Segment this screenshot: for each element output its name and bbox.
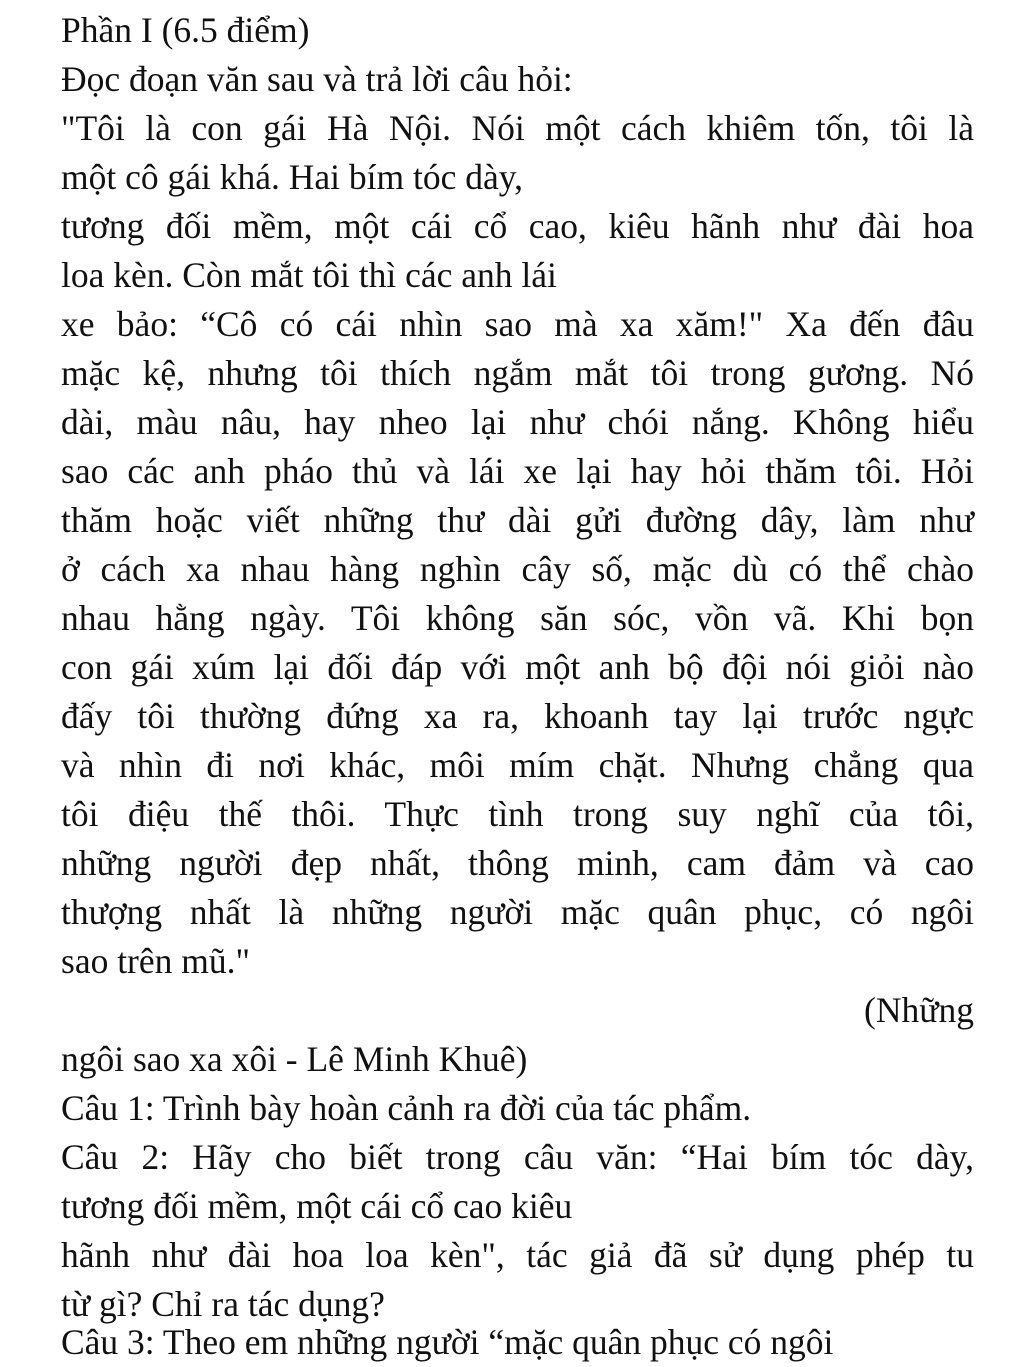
section-heading: Phần I (6.5 điểm) bbox=[61, 10, 310, 50]
passage-line: "Tôi là con gái Hà Nội. Nói một cách khiêm tốn, tôi là bbox=[61, 108, 974, 148]
passage-line: mặc kệ, nhưng tôi thích ngắm mắt tôi trong gương. Nó bbox=[61, 353, 974, 393]
passage-line: dài, màu nâu, hay nheo lại như chói nắng. Không hiểu bbox=[61, 402, 974, 442]
passage-line: một cô gái khá. Hai bím tóc dày, bbox=[61, 157, 524, 197]
source-citation-end: ngôi sao xa xôi - Lê Minh Khuê) bbox=[61, 1039, 528, 1079]
question-2-line: hãnh như đài hoa loa kèn", tác giả đã sử dụng phép tu bbox=[61, 1235, 974, 1275]
passage-line: đấy tôi thường đứng xa ra, khoanh tay lại trước ngực bbox=[61, 696, 974, 736]
question-2-line: tương đối mềm, một cái cổ cao kiêu bbox=[61, 1186, 573, 1226]
passage bbox=[61, 104, 974, 986]
passage-line: những người đẹp nhất, thông minh, cam đảm và cao bbox=[61, 843, 974, 883]
passage-line: tương đối mềm, một cái cổ cao, kiêu hãnh như đài hoa bbox=[61, 206, 974, 246]
question-2 bbox=[61, 1133, 974, 1329]
passage-line: sao các anh pháo thủ và lái xe lại hay hỏi thăm tôi. Hỏi bbox=[61, 451, 974, 491]
question-3-cut-off: Câu 3: Theo em những người “mặc quân phục có ngôi bbox=[61, 1322, 834, 1362]
passage-line: xe bảo: “Cô có cái nhìn sao mà xa xăm!" Xa đến đâu bbox=[61, 304, 974, 344]
question-2-line: từ gì? Chỉ ra tác dụng? bbox=[61, 1284, 385, 1324]
passage-line: loa kèn. Còn mắt tôi thì các anh lái bbox=[61, 255, 557, 295]
passage-line: tôi điệu thế thôi. Thực tình trong suy nghĩ của tôi, bbox=[61, 794, 974, 834]
question-2-line: Câu 2: Hãy cho biết trong câu văn: “Hai bím tóc dày, bbox=[61, 1137, 974, 1177]
passage-line: thượng nhất là những người mặc quân phục, có ngôi bbox=[61, 892, 974, 932]
source-citation-start: (Những bbox=[864, 990, 974, 1030]
passage-line: ở cách xa nhau hàng nghìn cây số, mặc dù có thể chào bbox=[61, 549, 974, 589]
instruction: Đọc đoạn văn sau và trả lời câu hỏi: bbox=[61, 59, 573, 99]
passage-line: và nhìn đi nơi khác, môi mím chặt. Nhưng chẳng qua bbox=[61, 745, 974, 785]
passage-line: con gái xúm lại đối đáp với một anh bộ đội nói giỏi nào bbox=[61, 647, 974, 687]
passage-line: nhau hằng ngày. Tôi không săn sóc, vồn vã. Khi bọn bbox=[61, 598, 974, 638]
question-1: Câu 1: Trình bày hoàn cảnh ra đời của tác phẩm. bbox=[61, 1088, 752, 1128]
passage-line: sao trên mũ." bbox=[61, 941, 250, 981]
passage-line: thăm hoặc viết những thư dài gửi đường dây, làm như bbox=[61, 500, 974, 540]
